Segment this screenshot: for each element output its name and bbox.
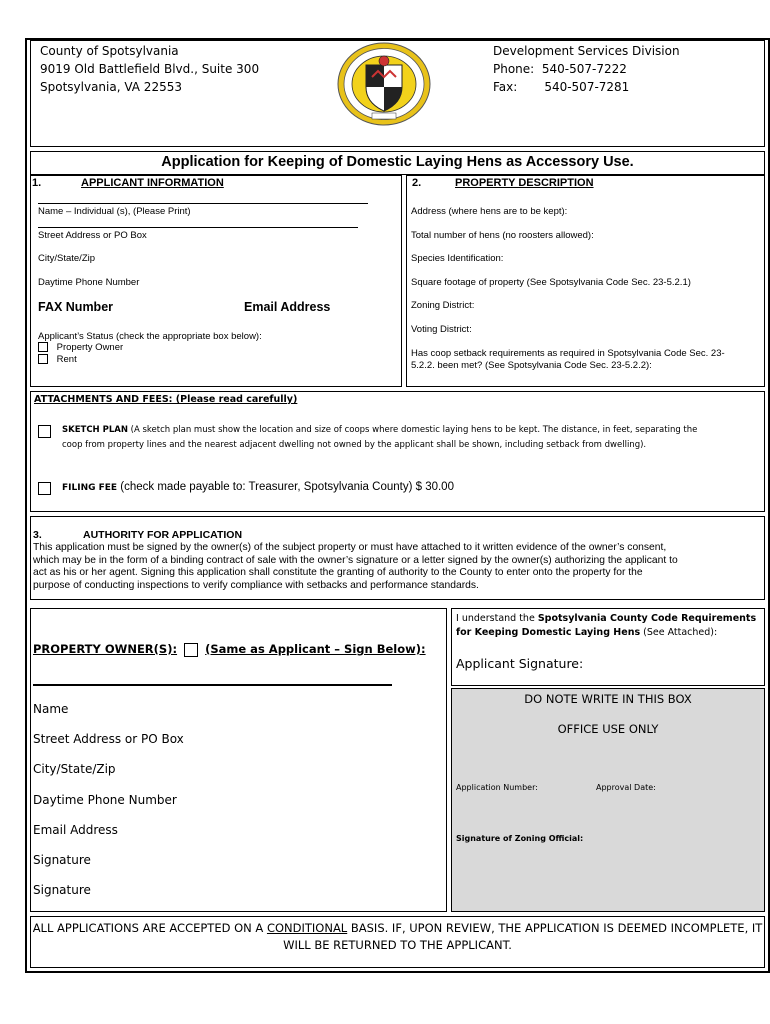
name-line: [38, 203, 368, 204]
section1-number: 1.: [32, 177, 42, 189]
understand-pre: I understand the: [456, 613, 538, 624]
phone-line: [493, 60, 680, 78]
fax-number: 540-507-7281: [544, 80, 630, 94]
section2-heading: [412, 177, 594, 189]
owner-signature-field-2[interactable]: Signature: [33, 883, 91, 897]
property-address-field[interactable]: Address (where hens are to be kept):: [411, 206, 568, 217]
filing-fee-label: FILING FEE: [62, 483, 118, 493]
sketch-plan-text: [62, 423, 697, 453]
owner-label: Property Owner: [56, 342, 124, 353]
applicant-name-field[interactable]: Name – Individual (s), (Please Print): [38, 206, 191, 217]
authority-line-4: purpose of conducting inspections to verify compliance with setbacks and performance standards.: [33, 579, 479, 591]
division-name: Development Services Division: [493, 44, 680, 58]
setback-line-2: 5.2.2. been met? (See Spotsylvania Code Sec. 23-5.2.2):: [411, 360, 652, 371]
property-owner-label: PROPERTY OWNER(S):: [33, 642, 178, 656]
county-street: 9019 Old Battlefield Blvd., Suite 300: [40, 62, 260, 76]
applicant-signature-field[interactable]: Applicant Signature:: [456, 656, 584, 671]
authority-line-1: This application must be signed by the owner(s) of the subject property or must have attached to it written evidence of the owner’s consent,: [33, 542, 667, 553]
understand-code: Spotsylvania County Code Requirements: [537, 613, 757, 624]
setback-line-1: Has coop setback requirements as required in Spotsylvania Code Sec. 23-: [411, 348, 725, 359]
rent-checkbox[interactable]: [38, 354, 48, 364]
county-name: County of Spotsylvania: [40, 44, 179, 58]
section1-heading: [32, 177, 224, 189]
section3-number: 3.: [33, 529, 42, 541]
owner-name-field[interactable]: Name: [33, 702, 69, 716]
footer-line-2: WILL BE RETURNED TO THE APPLICANT.: [283, 938, 512, 952]
section3-heading: [33, 529, 243, 541]
property-owner-heading: [33, 641, 426, 657]
division-info: [493, 42, 680, 96]
county-seal: [336, 41, 432, 127]
footer-pre: ALL APPLICATIONS ARE ACCEPTED ON A: [32, 921, 267, 935]
section1-title: APPLICANT INFORMATION: [81, 177, 224, 189]
applicant-phone-field[interactable]: Daytime Phone Number: [38, 277, 140, 288]
species-field[interactable]: Species Identification:: [411, 253, 504, 264]
rent-label: Rent: [56, 354, 77, 365]
section3-title: AUTHORITY FOR APPLICATION: [83, 529, 243, 541]
section2-title: PROPERTY DESCRIPTION: [455, 177, 594, 189]
owner-checkbox[interactable]: [38, 342, 48, 352]
status-owner-row: [38, 342, 123, 353]
footer-notice: [30, 920, 765, 954]
office-do-not-write: DO NOTE WRITE IN THIS BOX: [524, 692, 692, 706]
sketch-plan-checkbox[interactable]: [38, 423, 51, 441]
street-line: [38, 227, 358, 228]
fax-line: [493, 78, 680, 96]
zoning-district-field[interactable]: Zoning District:: [411, 300, 475, 311]
phone-number: 540-507-7222: [541, 62, 627, 76]
authority-body: [33, 542, 678, 592]
applicant-fax-field[interactable]: FAX Number: [38, 300, 114, 314]
county-city: Spotsylvania, VA 22553: [40, 80, 182, 94]
understand-text: [456, 612, 762, 640]
section2-number: 2.: [412, 177, 422, 189]
authority-line-3: act as his or her agent. Signing this application shall constitute the granting of authority to the County to enter onto the property for the: [33, 567, 643, 578]
fax-label: Fax:: [493, 80, 518, 94]
sketch-plan-desc-2: coop from property lines and the nearest adjacent dwelling not owned by the applicant shall be shown, including setback from dwelling).: [62, 440, 647, 450]
office-use-title: OFFICE USE ONLY: [557, 722, 659, 736]
voting-district-field[interactable]: Voting District:: [411, 324, 472, 335]
owner-phone-field[interactable]: Daytime Phone Number: [33, 793, 177, 807]
square-footage-field[interactable]: Square footage of property (See Spotsylvania Code Sec. 23-5.2.1): [411, 277, 691, 288]
zoning-official-signature-label: Signature of Zoning Official:: [456, 834, 584, 843]
page-title: Application for Keeping of Domestic Laying Hens as Accessory Use.: [161, 154, 634, 170]
phone-label: Phone:: [493, 62, 535, 76]
sketch-plan-label: SKETCH PLAN: [62, 425, 128, 435]
status-rent-row: [38, 354, 77, 365]
filing-fee-text: (check made payable to: Treasurer, Spotsylvania County) $ 30.00: [120, 481, 454, 493]
owner-city-field[interactable]: City/State/Zip: [33, 762, 116, 776]
understand-post: (See Attached):: [640, 627, 718, 638]
applicant-street-field[interactable]: Street Address or PO Box: [38, 230, 147, 241]
hens-total-field[interactable]: Total number of hens (no roosters allowed):: [411, 230, 594, 241]
owner-name-line: [33, 684, 392, 686]
applicant-city-field[interactable]: City/State/Zip: [38, 253, 96, 264]
footer-conditional: CONDITIONAL: [266, 921, 348, 935]
applicant-status-label: Applicant’s Status (check the appropriate box below):: [38, 331, 262, 342]
owner-signature-field-1[interactable]: Signature: [33, 853, 91, 867]
same-as-applicant-checkbox[interactable]: [184, 643, 198, 657]
application-number-label: Application Number:: [456, 783, 538, 792]
filing-fee-row: [62, 480, 454, 495]
sketch-plan-desc-1: (A sketch plan must show the location and size of coops where domestic laying hens to be kept. The distance, in feet, separating the: [130, 425, 698, 435]
filing-fee-checkbox[interactable]: [38, 480, 51, 498]
setback-question[interactable]: [411, 348, 725, 372]
owner-street-field[interactable]: Street Address or PO Box: [33, 732, 184, 746]
owner-email-field[interactable]: Email Address: [33, 823, 118, 837]
applicant-email-field[interactable]: Email Address: [244, 300, 331, 314]
understand-hens: for Keeping Domestic Laying Hens: [456, 627, 641, 638]
footer-post: BASIS. IF, UPON REVIEW, THE APPLICATION IS DEEMED INCOMPLETE, IT: [347, 921, 763, 935]
attachments-heading: ATTACHMENTS AND FEES: (Please read carefully): [34, 394, 298, 405]
approval-date-label: Approval Date:: [596, 783, 656, 792]
authority-line-2: which may be in the form of a binding contract of sale with the owner’s signature or a letter signed by the owner(s) authorizing the applicant to: [33, 554, 678, 566]
footer-line-1: [30, 920, 765, 937]
same-as-applicant-label: (Same as Applicant – Sign Below):: [205, 642, 426, 656]
county-address: [40, 42, 259, 96]
